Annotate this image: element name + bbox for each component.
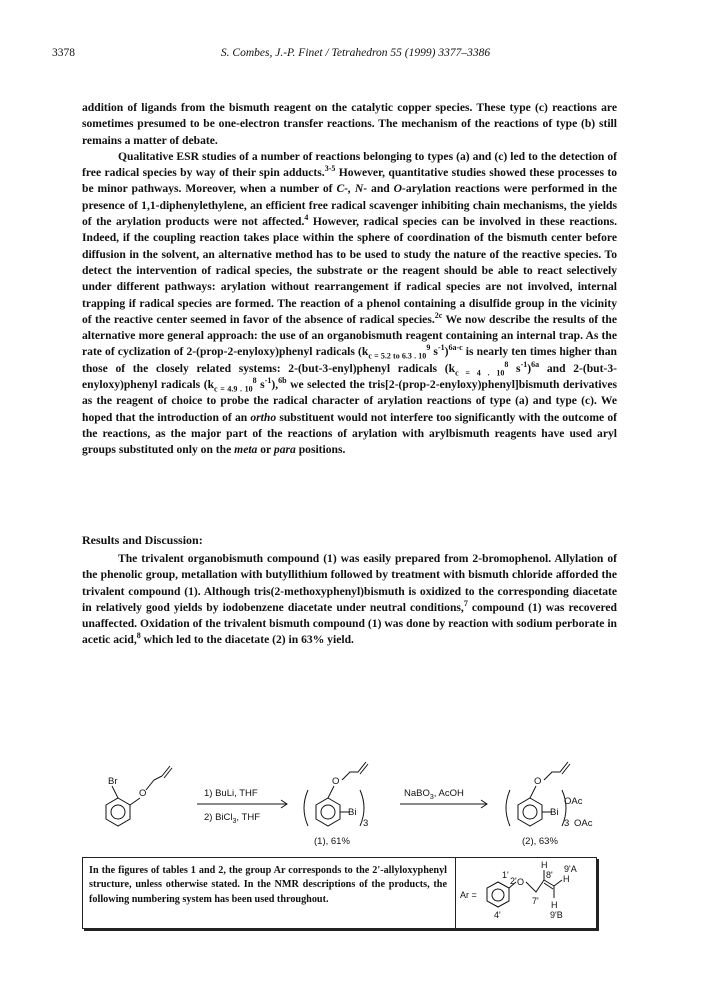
ar-allyl-chain xyxy=(526,880,544,892)
label-step-2: 2) BiCl$_3$, THF xyxy=(204,812,260,825)
bracket-2-left xyxy=(506,790,510,826)
bond-o-3 xyxy=(530,786,536,798)
reaction-scheme xyxy=(82,752,617,847)
bond-o-2 xyxy=(328,786,334,798)
numbering-note-text: In the figures of tables 1 and 2, the group Ar corresponds to the 2'-allyloxyphenyl structure, unless otherwise stated. In the NMR descriptions of the products, the following numbering system has been used throughout. xyxy=(89,865,447,905)
ar-bond-h9a xyxy=(554,880,562,886)
label-o-1: O xyxy=(139,788,147,799)
label-bi-2: Bi xyxy=(550,807,559,818)
ar-structure xyxy=(456,858,596,928)
ar-o: O xyxy=(517,877,525,887)
ar-num-8: 8' xyxy=(546,870,553,880)
ar-num-9a: 9'A xyxy=(564,864,577,874)
label-compound-2: (2), 63% xyxy=(522,836,558,847)
journal-citation: S. Combes, J.-P. Finet / Tetrahedron 55 (1999) 3377–3386 xyxy=(220,47,491,59)
label-subscript-3-2: 3 xyxy=(564,818,570,829)
aromatic-circle-3 xyxy=(523,805,537,819)
ar-double-bond-2 xyxy=(544,883,553,889)
bracket-1-left xyxy=(304,790,308,826)
aromatic-circle-1 xyxy=(111,805,125,819)
running-header xyxy=(52,47,659,63)
label-step-1: 1) BuLi, THF xyxy=(204,788,258,799)
ar-label: Ar = xyxy=(460,890,477,900)
ar-structure-drawing xyxy=(456,858,596,928)
label-bi-1: Bi xyxy=(348,807,357,818)
ar-num-1: 1' xyxy=(502,870,509,880)
allyl-double-2 xyxy=(360,764,368,774)
ar-num-7: 7' xyxy=(532,896,539,906)
paragraph-2: Qualitative ESR studies of a number of reactions belonging to types (a) and (c) led to the detection of free radical species by way of their spin adducts.$^{3-5}$ However, quantitative studies showed these processes to be minor pathways. Moreover, when a number of C-, N- and O-arylation reactions were performed in the presence of 1,1-diphenylethylene, an efficient free radical scavenger inhibiting chain mechanisms, the yields of the arylation products were not affected.$^4$ However, radical species can be involved in these reactions. Indeed, if the coupling reaction takes place within the sphere of coordination of the bismuth center before diffusion in the solvent, an alternative method has to be used to study the nature of the reactive species. To detect the intervention of radical species, the substrate or the reagent should be able to react selectively under different pathways: arylation without rearrangement if radical species are not involved, internal trapping if radical species are formed. The reaction of a phenol containing a disulfide group in the vicinity of the reactive center seemed in favor of the absence of radical species.$^{2c}$ We now describe the results of the alternative more general approach: the use of an organobismuth reagent containing an internal trap. As the rate of cyclization of 2-(prop-2-enyloxy)phenyl radicals ($k_{c = 5.2 to 6.3 . 10}^9$ $s^{-1})^{6a-c}$ is nearly ten times higher than those of the closely related systems: 2-(but-3-enyl)phenyl radicals ($k_{c = 4 . 10}^8$ $s^{-1})^{6a}$ and 2-(but-3-enyloxy)phenyl radicals ($k_{c = 4.9 . 10}^8$ $s^{-1}),^{6b}$ we selected the tris[2-(prop-2-enyloxy)phenyl]bismuth derivatives as the reagent of choice to probe the radical character of arylation reactions of type (a) and type (c). We hoped that the introduction of an ortho substituent would not interfere too significantly with the outcome of the reactions, as the major part of the reactions of arylation with arylbismuth reagents have used aryl groups substituted only on the meta or para positions. xyxy=(82,149,618,457)
label-oac-top: OAc xyxy=(564,796,583,807)
allyl-chain-1 xyxy=(146,776,162,790)
ar-h8: H xyxy=(541,860,548,870)
benzene-ring-2 xyxy=(316,798,340,826)
label-o-2: O xyxy=(332,776,340,787)
ar-num-4: 4' xyxy=(494,910,501,920)
ar-h9a: H xyxy=(563,874,570,884)
reaction-scheme-drawing xyxy=(82,752,617,847)
ar-aromatic-circle xyxy=(492,889,504,901)
bond-br xyxy=(112,786,118,798)
body-text-results xyxy=(82,551,617,649)
allyl-double-1 xyxy=(162,766,170,776)
allyl-double-3 xyxy=(562,764,570,774)
paragraph-1: addition of ligands from the bismuth reagent on the catalytic copper species. These type (c) reactions are sometimes presumed to be one-electron transfer reactions. The mechanism of the reactions of type (b) still remains a matter of debate. xyxy=(82,101,617,147)
bond-o-1 xyxy=(130,798,140,805)
benzene-ring-3 xyxy=(518,798,542,826)
ar-benzene-ring xyxy=(487,882,509,907)
label-o-3: O xyxy=(534,776,542,787)
ar-h9b: H xyxy=(551,900,558,910)
page-number: 3378 xyxy=(52,47,75,59)
aromatic-circle-2 xyxy=(321,805,335,819)
ar-double-bond xyxy=(544,880,554,886)
allyl-double-1b xyxy=(164,768,172,778)
label-subscript-3-1: 3 xyxy=(363,818,369,829)
paragraph-3: The trivalent organobismuth compound (1) was easily prepared from 2-bromophenol. Allylation of the phenolic group, metallation with butyllithium followed by treatment with bismuth chloride afforded the trivalent compound (1). Although tris(2-methoxyphenyl)bismuth is oxidized to the corresponding diacetate in relatively good yields by iodobenzene diacetate under neutral conditions,$^7$ compound (1) was recovered unaffected. Oxidation of the trivalent bismuth compound (1) was done by reaction with sodium perborate in acetic acid,$^8$ which led to the diacetate (2) in 63% yield. xyxy=(82,552,617,647)
section-heading: Results and Discussion: xyxy=(82,533,203,547)
body-text-top xyxy=(82,100,617,459)
label-reagent-2: NaBO$_3$, AcOH xyxy=(404,788,464,801)
label-oac-bottom: OAc xyxy=(574,818,593,829)
numbering-note-box xyxy=(82,857,597,929)
label-compound-1: (1), 61% xyxy=(314,836,350,847)
benzene-ring-1 xyxy=(106,798,130,826)
ar-num-2: 2' xyxy=(510,876,517,886)
label-br: Br xyxy=(108,776,118,787)
ar-num-9b: 9'B xyxy=(550,910,563,920)
